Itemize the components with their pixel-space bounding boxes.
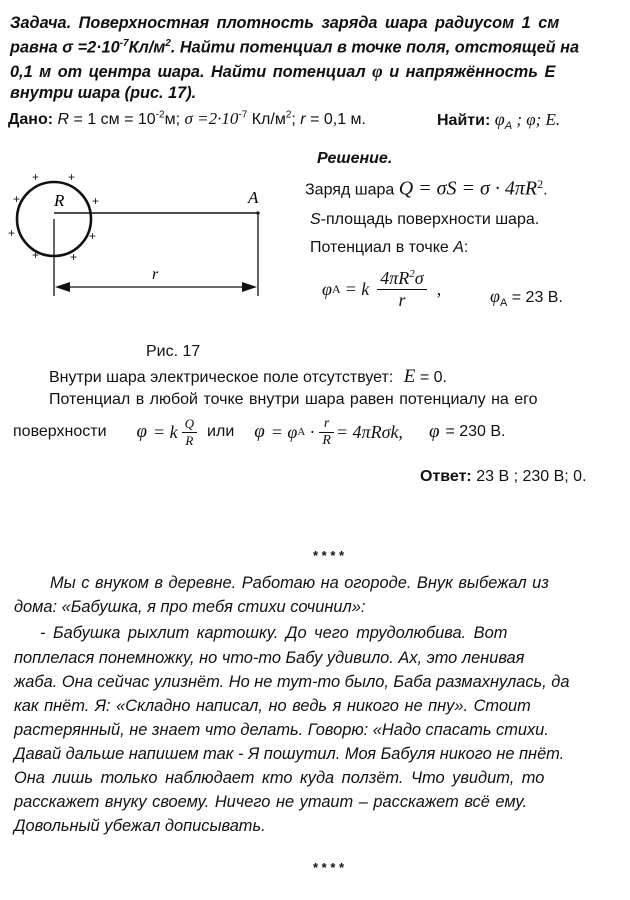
distance-arrow-left	[55, 282, 70, 292]
answer-label: Ответ:	[420, 468, 472, 485]
plus-sign: +	[89, 229, 97, 243]
phiA-result: $\varphi_A = 23$ В.	[490, 286, 563, 310]
find-label: Найти:	[437, 112, 491, 129]
problem-label: Задача.	[10, 14, 72, 32]
plus-sign: +	[70, 250, 78, 264]
story-line: - Бабушка рыхлит картошку. До чего трудолюбива. Вот	[40, 624, 508, 642]
area-line: S-площадь поверхности шара.	[310, 211, 540, 228]
sigma-value: σ =2·10	[62, 38, 120, 57]
problem-line-3: 0,1 м от центра шара. Найти потенциал φ и напряжённость E	[10, 61, 556, 81]
solution-heading: Решение.	[317, 150, 393, 167]
story-line: Мы с внуком в деревне. Работаю на огороде. Внук выбежал из	[50, 574, 549, 592]
phiA-formula: φ A = k $\frac{4\pi R^2\sigma}{r}$ ,	[322, 268, 442, 310]
story-line: как пнёт. Я: «Складно написал, но ведь я никого не пну». Стоит	[14, 697, 531, 715]
figure-17	[0, 160, 300, 305]
inside-formulas: поверхности φ = k $\frac{Q}{R}$ или φ = φ A · $\frac{r}{R}$ = 4πRσk, φ = 230 В.	[13, 415, 506, 448]
label-R: R	[54, 191, 65, 210]
story-line: расскажет внуку своему. Ничего не утаит – расскажет всё ему.	[14, 793, 528, 811]
separator-stars-top: * * * *	[313, 548, 345, 563]
plus-sign: +	[92, 194, 100, 208]
field-line: Внутри шара электрическое поле отсутствует: E = 0.	[49, 366, 447, 387]
problem-line-4: внутри шара (рис. 17).	[10, 84, 197, 102]
answer-line: Ответ: 23 В ; 230 В; 0.	[420, 468, 587, 485]
plus-sign: +	[68, 170, 76, 184]
plus-sign: +	[32, 170, 40, 184]
story-line: Она лишь только наблюдает кто куда ползёт. Что увидит, то	[14, 769, 545, 787]
story-line: жаба. Она сейчас улизнёт. Но не тут-то было, Баба размахнулась, да	[14, 673, 570, 691]
plus-sign: +	[13, 192, 21, 206]
figure-caption: Рис. 17	[146, 343, 201, 360]
given-line: Дано: R = 1 см = $10^{-2}м$; $\sigma =2\cdot 10^{-7}$ $Кл/м^2$; r = 0,1 м.	[8, 109, 366, 128]
plus-sign: +	[8, 226, 16, 240]
label-r: r	[152, 266, 159, 283]
phiA-fraction: $\frac{4\pi R^2\sigma}{r}$	[377, 268, 426, 311]
problem-text-1: Поверхностная плотность заряда шара радиусом 1 см	[78, 14, 560, 32]
potA-line: Потенциал в точке A:	[310, 239, 469, 256]
f2-fraction: $\frac{r}{R}$	[319, 416, 334, 449]
story-line: растерянный, не знает что делать. Говорю: «Надо спасать стихи.	[14, 721, 549, 739]
story-line: дома: «Бабушка, я про тебя стихи сочинил»:	[14, 598, 366, 616]
problem-line-2: равна $\sigma =2\cdot 10^{-7}Кл/м^2$. Найти потенциал в точке поля, отстоящей на	[10, 38, 580, 57]
label-A: A	[248, 188, 259, 207]
find-block: Найти: $\varphi_A$ ; φ; E.	[437, 109, 561, 133]
distance-arrow-right	[242, 282, 257, 292]
point-a-dot	[256, 211, 259, 214]
f1-fraction: $\frac{Q}{R}$	[182, 416, 197, 449]
plus-sign: +	[32, 248, 40, 262]
problem-line-1	[10, 14, 559, 33]
separator-stars-bottom: * * * *	[313, 860, 345, 875]
story-line: Давай дальше напишем так - Я пошутил. Моя Бабуля никого не пнёт.	[14, 745, 565, 763]
charge-line: Заряд шара $Q = \sigma S = \sigma \cdot 4\pi R^2$.	[305, 177, 548, 200]
story-line: поплелася понемножку, но что-то Бабу удивило. Ах, это ленивая	[14, 649, 525, 667]
given-label: Дано:	[8, 111, 54, 128]
potential-line: Потенциал в любой точке внутри шара равен потенциалу на его	[49, 391, 538, 408]
story-line: Довольный убежал дописывать.	[14, 817, 266, 835]
